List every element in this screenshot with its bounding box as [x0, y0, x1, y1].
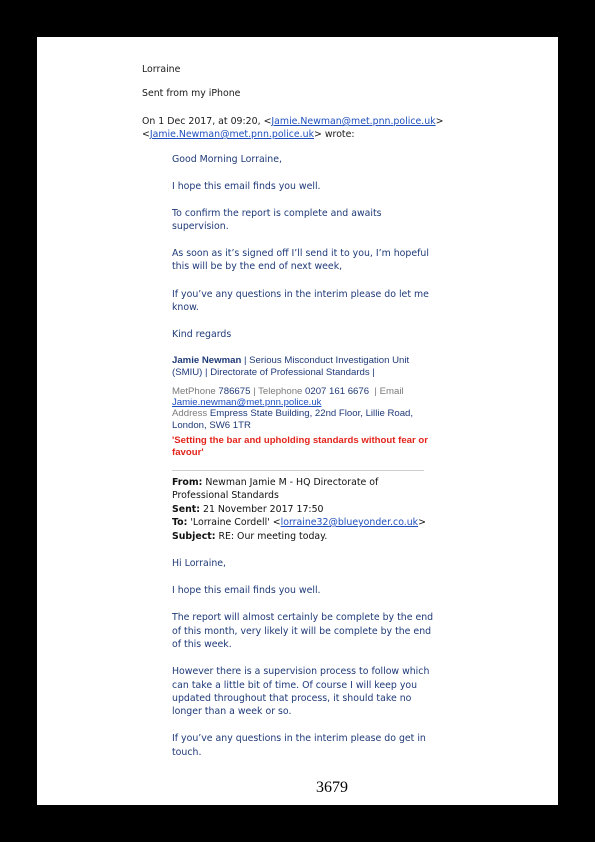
paragraph-report-2: of this month, very likely it will be complete by the end [172, 626, 432, 637]
sender-name-line: Lorraine [142, 64, 181, 75]
paragraph-soon-2: this will be by the end of next week, [172, 261, 343, 272]
signature-name-unit [172, 355, 427, 378]
paragraph-however-3: updated throughout that process, it should take no [172, 693, 412, 704]
header-sent: Sent: 21 November 2017 17:50 [172, 504, 324, 515]
paragraph-confirm-1: To confirm the report is complete and awaits [172, 208, 382, 219]
signature-address: Address Empress State Building, 22nd Floor, Lillie Road, London, SW6 1TR [172, 408, 414, 431]
header-subject: Subject: RE: Our meeting today. [172, 531, 328, 542]
paragraph-hope: I hope this email finds you well. [172, 181, 321, 192]
signature-unit: | Serious Misconduct Investigation Unit (SMIU) | Directorate of Professional Standards | [172, 355, 410, 378]
header-from-2: Professional Standards [172, 490, 279, 501]
paragraph-hope-2: I hope this email finds you well. [172, 585, 321, 596]
paragraph-questions-2a: If you’ve any questions in the interim please do get in [172, 733, 426, 744]
sent-from-line: Sent from my iPhone [142, 88, 241, 99]
header-to: To: 'Lorraine Cordell' <lorraine32@blueyonder.co.uk> [172, 517, 426, 528]
paragraph-questions-2b: touch. [172, 747, 202, 758]
email-link[interactable]: Jamie.Newman@met.pnn.police.uk [271, 116, 436, 127]
wrote-line-2: <Jamie.Newman@met.pnn.police.uk> wrote: [142, 129, 355, 140]
paragraph-however-1: However there is a supervision process to follow which [172, 666, 430, 677]
sign-off: Kind regards [172, 329, 232, 340]
wrote-line-1: On 1 Dec 2017, at 09:20, <Jamie.Newman@met.pnn.police.uk> [142, 116, 444, 127]
paragraph-confirm-2: supervision. [172, 221, 229, 232]
greeting: Good Morning Lorraine, [172, 154, 282, 165]
email-link[interactable]: Jamie.Newman@met.pnn.police.uk [149, 129, 315, 140]
document-page [37, 37, 558, 805]
paragraph-questions-2: know. [172, 302, 199, 313]
paragraph-report-3: of this week. [172, 639, 232, 650]
page-number: 3679 [316, 779, 348, 796]
header-from-1: From: Newman Jamie M - HQ Directorate of [172, 477, 379, 488]
greeting-2: Hi Lorraine, [172, 558, 227, 569]
paragraph-soon-1: As soon as it’s signed off I’ll send it to you, I’m hopeful [172, 248, 429, 259]
signature-email-link[interactable]: Jamie.newman@met.pnn.police.uk [172, 397, 322, 408]
paragraph-questions-1: If you’ve any questions in the interim please do let me [172, 289, 429, 300]
paragraph-however-2: can take a little bit of time. Of course I will keep you [172, 680, 418, 691]
paragraph-report-1: The report will almost certainly be complete by the end [172, 612, 434, 623]
signature-email [172, 397, 321, 409]
divider [172, 470, 424, 471]
signature-phones: MetPhone 786675 | Telephone 0207 161 6676 | Email [172, 386, 404, 397]
recipient-email-link[interactable]: lorraine32@blueyonder.co.uk [280, 517, 419, 528]
paragraph-however-4: longer than a week or so. [172, 706, 292, 717]
signature-name: Jamie Newman [172, 355, 242, 366]
signature-motto: 'Setting the bar and upholding standards without fear or favour' [172, 435, 428, 458]
